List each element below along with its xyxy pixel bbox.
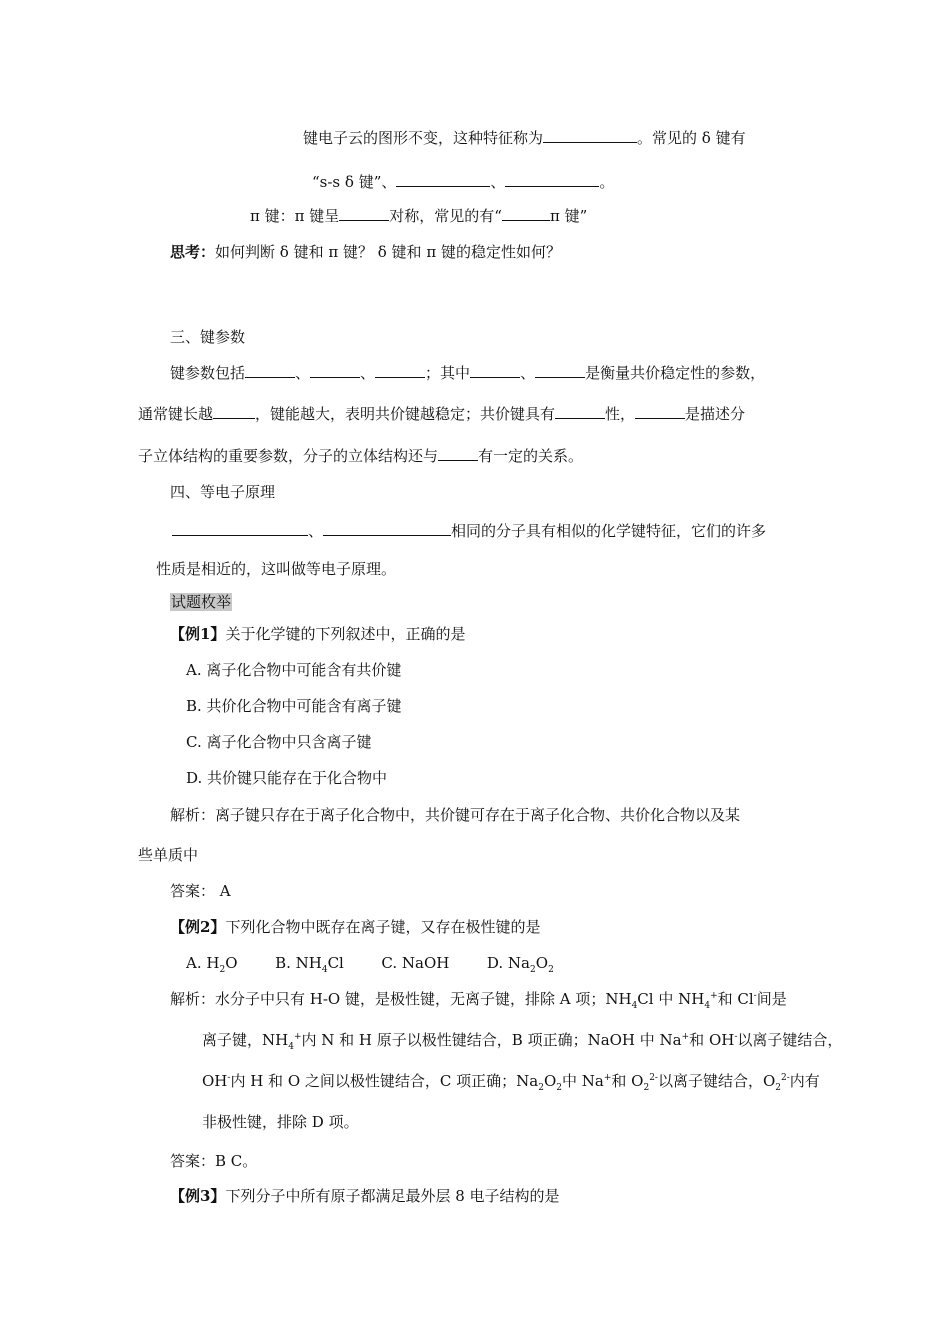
- section-3-title: 三、键参数: [170, 328, 246, 346]
- example-2-analysis-3: OH-内 H 和 O 之间以极性键结合，C 项正确；$Na_2O_2$中 Na+和 $O_2^{2-}$以离子键结合，$O_2^{2-}$内有: [202, 1072, 820, 1093]
- blank[interactable]: [172, 521, 308, 536]
- example-1-option-b: B. 共价化合物中可能含有离子键: [186, 697, 402, 715]
- option-c: C. NaOH: [381, 954, 450, 972]
- sec4-line-2: 性质是相近的，这叫做等电子原理。: [156, 560, 397, 578]
- sigma-line-1: 键电子云的图形不变，这种特征称为 。常见的 δ 键有: [303, 129, 746, 147]
- example-1-analysis-cont: 些单质中: [138, 846, 199, 864]
- sec4-line-1: 、 相同的分子具有相似的化学键特征，它们的许多: [172, 521, 766, 541]
- example-2-analysis-4: 非极性键，排除 D 项。: [202, 1113, 359, 1131]
- option-d: D. $Na_2O_2$: [486, 954, 554, 975]
- example-2-question: 【例2】下列化合物中既存在离子键，又存在极性键的是: [170, 918, 541, 936]
- example-1-option-d: D. 共价键只能存在于化合物中: [186, 769, 388, 787]
- think-question: 思考：如何判断 δ 键和 π 键？ δ 键和 π 键的稳定性如何？: [170, 243, 561, 261]
- blank[interactable]: [323, 521, 451, 536]
- sec3-line-2: 通常键长越 ，键能越大，表明共价键越稳定；共价键具有 性， 是描述分: [138, 405, 746, 423]
- option-b: B. $NH_4Cl$: [275, 954, 344, 975]
- example-2-analysis-2: 离子键，$NH_4^+$内 N 和 H 原子以极性键结合，B 项正确；NaOH 中 Na+和 OH-以离子键结合，: [202, 1031, 843, 1052]
- pi-line: π 键：π 键呈 对称，常见的有“ π 键”: [250, 207, 588, 225]
- example-1-analysis: 解析：离子键只存在于离子化合物中，共价键可存在于离子化合物、共价化合物以及某: [170, 806, 741, 824]
- example-1-option-a: A. 离子化合物中可能含有共价键: [186, 661, 402, 679]
- blank[interactable]: [375, 363, 425, 378]
- sec3-line-3: 子立体结构的重要参数，分子的立体结构还与 有一定的关系。: [138, 447, 584, 465]
- blank[interactable]: [213, 404, 255, 419]
- sec3-line-1: 键参数包括 、 、 ；其中 、 是衡量共价稳定性的参数，: [170, 364, 766, 382]
- blank[interactable]: [438, 446, 478, 461]
- example-1-question: 【例1】关于化学键的下列叙述中，正确的是: [170, 625, 466, 643]
- blank[interactable]: [310, 363, 360, 378]
- blank[interactable]: [502, 206, 550, 221]
- example-2-analysis-1: 解析：水分子中只有 H-O 键，是极性键，无离子键，排除 A 项；$NH_4Cl$ 中 $NH_4^+$和 Cl-间是: [170, 990, 787, 1011]
- option-a: A. $H_2O$: [186, 954, 238, 975]
- blank[interactable]: [555, 404, 605, 419]
- example-1-option-c: C. 离子化合物中只含离子键: [186, 733, 372, 751]
- blank[interactable]: [470, 363, 520, 378]
- section-4-title: 四、等电子原理: [170, 483, 276, 501]
- blank[interactable]: [543, 128, 637, 143]
- example-3-question: 【例3】下列分子中所有原子都满足最外层 8 电子结构的是: [170, 1187, 560, 1205]
- examples-heading: 试题枚举: [171, 593, 232, 611]
- blank[interactable]: [635, 404, 685, 419]
- example-2-options: [186, 953, 554, 973]
- blank[interactable]: [535, 363, 585, 378]
- blank[interactable]: [505, 172, 599, 187]
- blank[interactable]: [245, 363, 295, 378]
- example-1-answer: 答案： A: [170, 882, 231, 900]
- blank[interactable]: [396, 172, 490, 187]
- sigma-line-2: “s-s δ 键”、 、 。: [312, 173, 615, 191]
- example-2-answer: 答案：B C。: [170, 1152, 258, 1170]
- blank[interactable]: [339, 206, 389, 221]
